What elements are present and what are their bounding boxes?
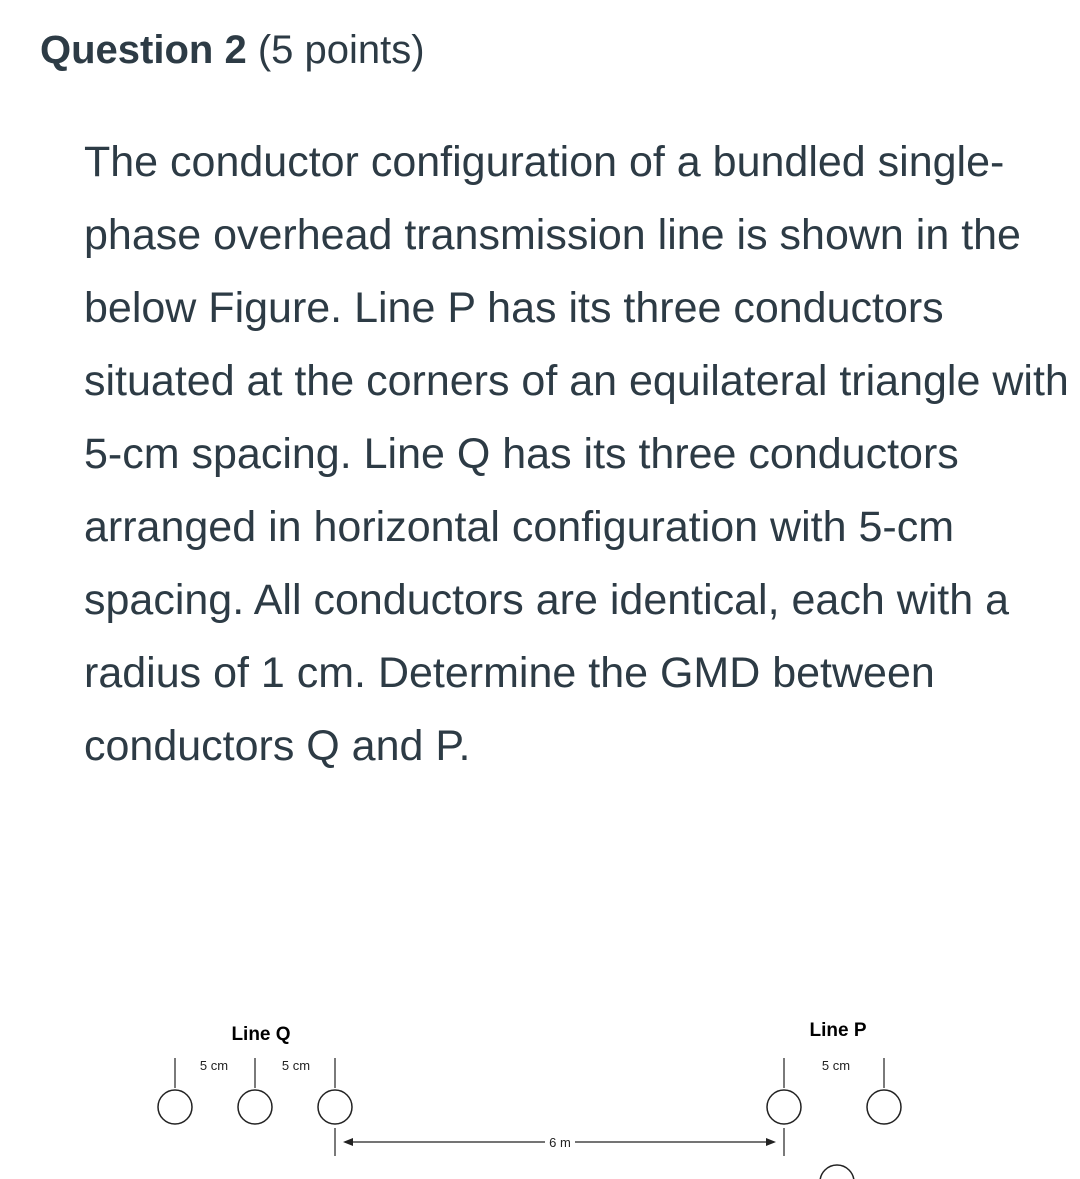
p-conductor-1 bbox=[767, 1090, 801, 1124]
q-conductor-1 bbox=[158, 1090, 192, 1124]
line-p-label: Line P bbox=[809, 1020, 867, 1041]
q-conductor-2 bbox=[238, 1090, 272, 1124]
question-header bbox=[40, 22, 425, 78]
question-points: (5 points) bbox=[257, 28, 425, 72]
q-spacing-label-1: 5 cm bbox=[199, 1058, 229, 1073]
q-spacing-label-2: 5 cm bbox=[281, 1058, 311, 1073]
separation-label: 6 m bbox=[549, 1135, 571, 1150]
question-title: Question 2 bbox=[40, 28, 247, 72]
conductor-figure bbox=[0, 1000, 1080, 1179]
p-conductor-2 bbox=[867, 1090, 901, 1124]
line-q-label: Line Q bbox=[231, 1024, 291, 1045]
q-conductor-3 bbox=[318, 1090, 352, 1124]
conductor-diagram bbox=[0, 1000, 1080, 1179]
dim-arrow-left bbox=[343, 1138, 353, 1146]
problem-statement: The conductor configuration of a bundled single-phase overhead transmission line is shown in the below Figure. Line P has its three conductors situated at the corners of an equilateral triangle with 5-cm spacing. Line Q has its three conductors arranged in horizontal configuration with 5-cm spacing. All conductors are identical, each with a radius of 1 cm. Determine the GMD between conductors Q and P. bbox=[84, 138, 1069, 770]
p-conductor-3 bbox=[820, 1165, 854, 1179]
p-spacing-label: 5 cm bbox=[821, 1058, 851, 1073]
dim-arrow-right bbox=[766, 1138, 776, 1146]
